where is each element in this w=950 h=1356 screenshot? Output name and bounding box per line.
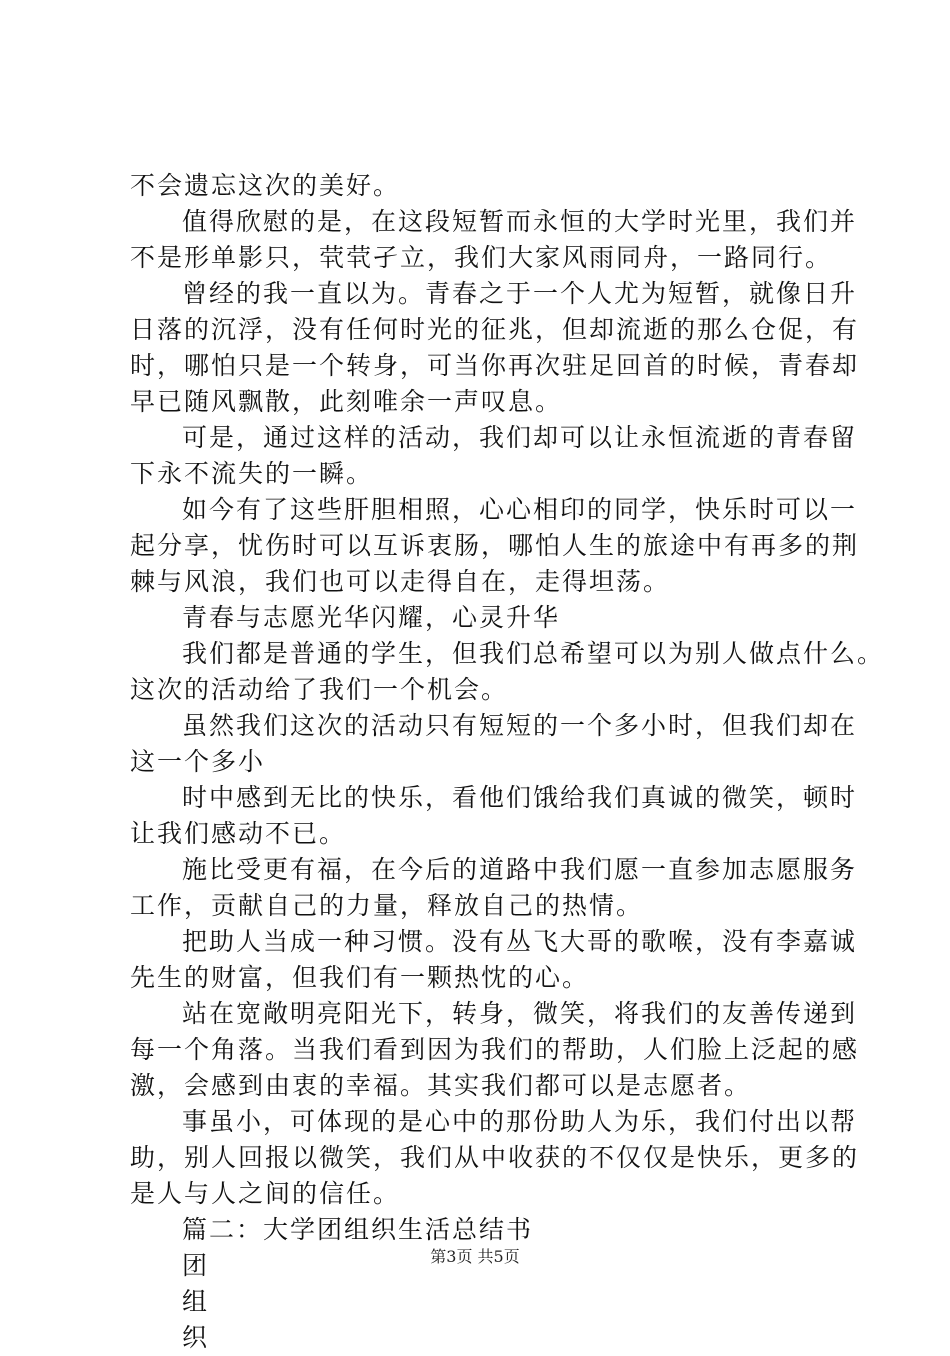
text-line: 不是形单影只，茕茕孑立，我们大家风雨同舟，一路同行。: [130, 243, 833, 272]
text-line: 下永不流失的一瞬。: [130, 459, 374, 488]
text-line: 施比受更有福，在今后的道路中我们愿一直参加志愿服务: [182, 855, 858, 884]
text-line: 虽然我们这次的活动只有短短的一个多小时，但我们却在: [182, 711, 858, 740]
text-line: 先生的财富，但我们有一颗热忱的心。: [130, 963, 590, 992]
text-line: 让我们感动不已。: [130, 819, 347, 848]
text-line: 是人与人之间的信任。: [130, 1179, 401, 1208]
text-line: 每一个角落。当我们看到因为我们的帮助，人们脸上泛起的感: [130, 1035, 860, 1064]
text-line: 日落的沉浮，没有任何时光的征兆，但却流逝的那么仓促，有: [130, 315, 860, 344]
text-line: 工作，贡献自己的力量，释放自己的热情。: [130, 891, 644, 920]
text-line: 这一个多小: [130, 747, 266, 776]
text-line: 事虽小，可体现的是心中的那份助人为乐，我们付出以帮: [182, 1107, 858, 1136]
text-line: 组: [182, 1287, 210, 1316]
text-line: 把助人当成一种习惯。没有丛飞大哥的歌喉，没有李嘉诚: [182, 927, 858, 956]
text-line: 团: [182, 1251, 210, 1280]
text-line: 棘与风浪，我们也可以走得自在，走得坦荡。: [130, 567, 671, 596]
text-line: 助，别人回报以微笑，我们从中收获的不仅仅是快乐，更多的: [130, 1143, 860, 1172]
document-body: [130, 168, 885, 1356]
text-line: 激，会感到由衷的幸福。其实我们都可以是志愿者。: [130, 1071, 752, 1100]
text-line: 时，哪怕只是一个转身，可当你再次驻足回首的时候，青春却: [130, 351, 860, 380]
page-number-footer: 第3页 共5页: [430, 1247, 520, 1266]
text-line: 不会遗忘这次的美好。: [130, 171, 401, 200]
text-line: 我们都是普通的学生，但我们总希望可以为别人做点什么。: [182, 639, 885, 668]
text-line: 这次的活动给了我们一个机会。: [130, 675, 509, 704]
text-line: 织: [182, 1323, 210, 1352]
text-line: 曾经的我一直以为。青春之于一个人尤为短暂，就像日升: [182, 279, 858, 308]
text-line: 可是，通过这样的活动，我们却可以让永恒流逝的青春留: [182, 423, 858, 452]
text-line: 时中感到无比的快乐，看他们饿给我们真诚的微笑，顿时: [182, 783, 858, 812]
section-heading: 青春与志愿光华闪耀，心灵升华: [182, 603, 561, 632]
section-title: 篇二：大学团组织生活总结书: [182, 1215, 534, 1244]
text-line: 值得欣慰的是，在这段短暂而永恒的大学时光里，我们并: [182, 207, 858, 236]
text-line: 起分享，忧伤时可以互诉衷肠，哪怕人生的旅途中有再多的荆: [130, 531, 860, 560]
text-line: 早已随风飘散，此刻唯余一声叹息。: [130, 387, 563, 416]
text-line: 如今有了这些肝胆相照，心心相印的同学，快乐时可以一: [182, 495, 858, 524]
text-line: 站在宽敞明亮阳光下，转身，微笑，将我们的友善传递到: [182, 999, 858, 1028]
